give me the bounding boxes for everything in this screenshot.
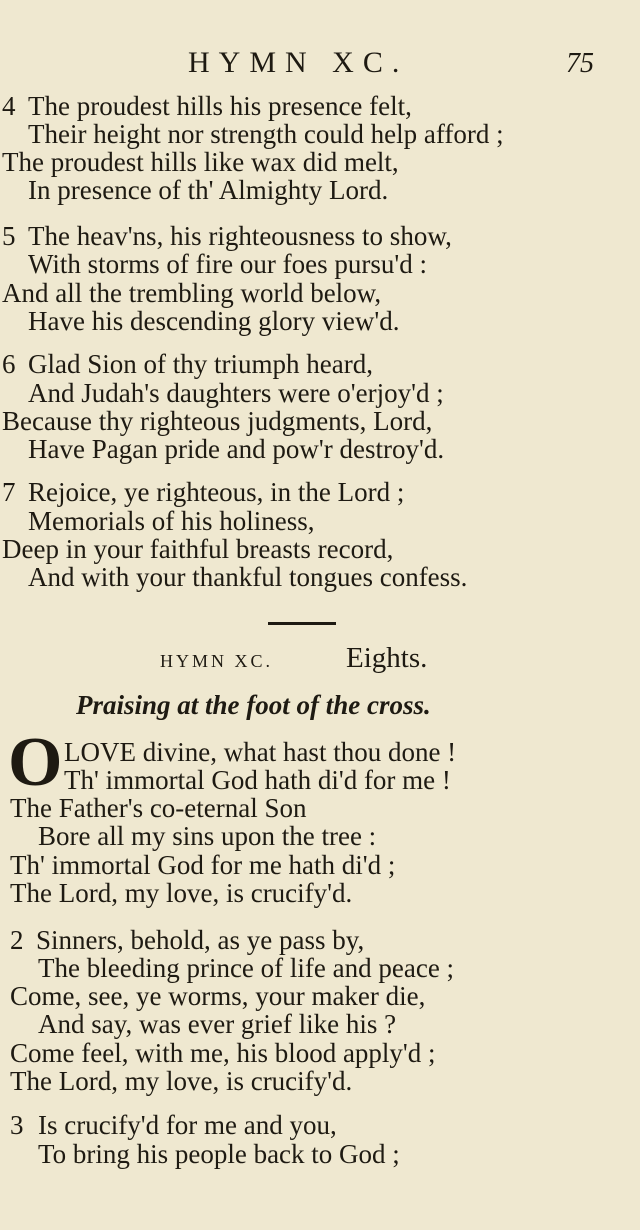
verse-line: Th' immortal God for me hath di'd ; — [10, 850, 396, 880]
verse-line: And with your thankful tongues confess. — [28, 562, 468, 592]
verse-line: LOVE divine, what hast thou done ! — [64, 737, 457, 767]
verse-line: The Lord, my love, is crucify'd. — [10, 1066, 353, 1096]
page-number: 75 — [566, 48, 594, 79]
verse-line: Come feel, with me, his blood apply'd ; — [10, 1038, 436, 1068]
stanza-number: 2 — [10, 925, 24, 955]
stanza-number: 7 — [2, 477, 16, 507]
verse-line: Memorials of his holiness, — [28, 506, 315, 536]
hymn-label: HYMN XC. — [160, 651, 274, 671]
verse-line: Because thy righteous judgments, Lord, — [2, 406, 433, 436]
verse-line: The bleeding prince of life and peace ; — [38, 953, 455, 983]
verse-line: Their height nor strength could help afford ; — [28, 119, 504, 149]
hymn-meter: Eights. — [346, 642, 428, 674]
verse-line: Rejoice, ye righteous, in the Lord ; — [28, 477, 405, 507]
verse-line: The heav'ns, his righteousness to show, — [28, 221, 452, 251]
verse-line: Have Pagan pride and pow'r destroy'd. — [28, 434, 445, 464]
verse-line: Bore all my sins upon the tree : — [38, 821, 377, 851]
verse-line: The proudest hills like wax did melt, — [2, 147, 399, 177]
verse-line: The proudest hills his presence felt, — [28, 91, 412, 121]
verse-line: Come, see, ye worms, your maker die, — [10, 981, 426, 1011]
verse-line: Is crucify'd for me and you, — [38, 1110, 337, 1140]
stanza-number: 6 — [2, 349, 16, 379]
stanza-number: 4 — [2, 91, 16, 121]
verse-line: Deep in your faithful breasts record, — [2, 534, 394, 564]
drop-cap: O — [8, 724, 63, 801]
verse-line: With storms of fire our foes pursu'd : — [28, 249, 427, 279]
verse-line: Th' immortal God hath di'd for me ! — [64, 765, 451, 795]
verse-line: And Judah's daughters were o'erjoy'd ; — [28, 378, 444, 408]
hymn-subtitle: Praising at the foot of the cross. — [76, 690, 431, 720]
verse-line: In presence of th' Almighty Lord. — [28, 175, 389, 205]
stanza-number: 5 — [2, 221, 16, 251]
stanza-number: 3 — [10, 1110, 24, 1140]
verse-line: And say, was ever grief like his ? — [38, 1009, 397, 1039]
running-header — [0, 46, 640, 86]
verse-line: And all the trembling world below, — [2, 278, 382, 308]
verse-line: The Lord, my love, is crucify'd. — [10, 878, 353, 908]
verse-line: The Father's co-eternal Son — [10, 793, 307, 823]
verse-line: Have his descending glory view'd. — [28, 306, 400, 336]
hymn-heading — [0, 642, 640, 678]
verse-line: Glad Sion of thy triumph heard, — [28, 349, 373, 379]
verse-line: To bring his people back to God ; — [38, 1139, 400, 1169]
verse-line: Sinners, behold, as ye pass by, — [36, 925, 365, 955]
section-divider — [268, 622, 336, 625]
running-title: HYMN XC. — [188, 46, 409, 79]
